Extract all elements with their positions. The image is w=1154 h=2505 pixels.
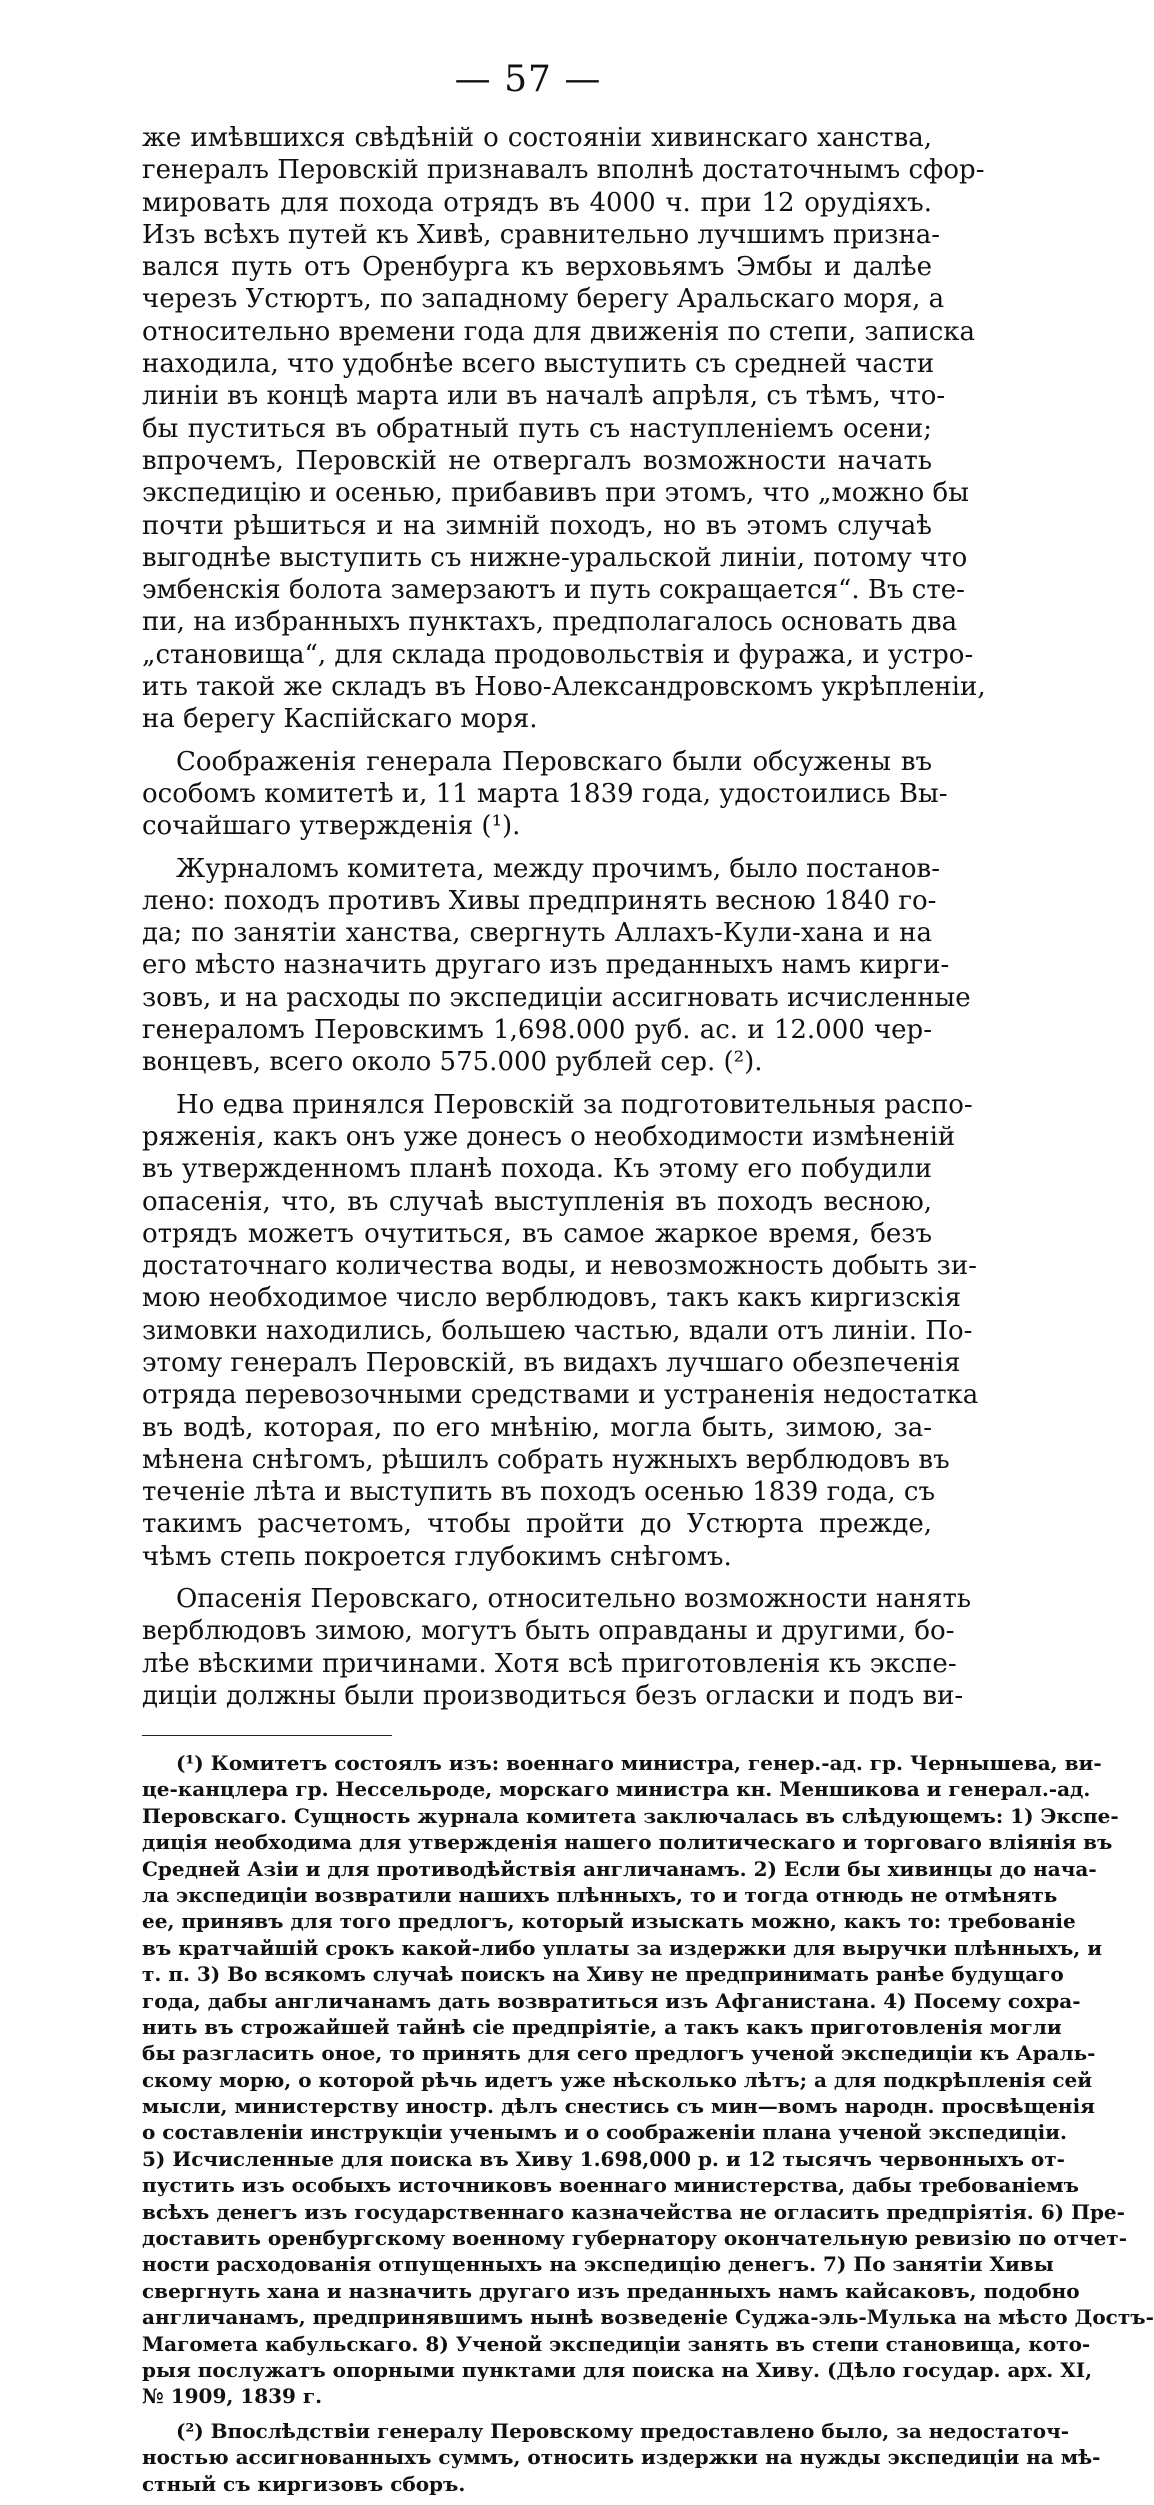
text-line: Соображенія генерала Перовскаго были обсужены въ [176,746,932,777]
footnote-line: въ кратчайшій срокъ какой-либо уплаты за издержки для выручки плѣнныхъ, и [142,1935,1103,1960]
text-line: лено: походъ противъ Хивы предпринять весною 1840 го- [142,885,937,916]
text-line: мировать для похода отрядъ въ 4000 ч. при 12 орудіяхъ. [142,187,932,218]
text-line: зовъ, и на расходы по экспедиціи ассигновать исчисленные [142,982,971,1013]
text-line: ряженія, какъ онъ уже донесъ о необходимости измѣненій [142,1121,956,1152]
text-line: Журналомъ комитета, между прочимъ, было постанов- [176,853,940,884]
main-text [142,122,986,1722]
text-line: на берегу Каспійскаго моря. [142,704,538,735]
footnote-line: 5) Исчисленные для поиска въ Хиву 1.698,000 р. и 12 тысячъ червонныхъ от- [142,2146,1065,2171]
footnote-line: (¹) Комитетъ состоялъ изъ: военнаго министра, генер.-ад. гр. Чернышева, ви- [176,1751,1102,1775]
footnote-2 [142,2418,1101,2497]
footnote-line: рыя послужатъ опорными пунктами для поиска на Хиву. (Дѣло государ. арх. XI, [142,2357,1093,2382]
paragraph-1 [142,122,986,736]
text-line: почти рѣшиться и на зимній походъ, но въ этомъ случаѣ [142,510,932,541]
text-line: мою необходимое число верблюдовъ, такъ какъ киргизскія [142,1283,961,1314]
footnote-line: доставить оренбургскому военному губернатору окончательную ревизію по отчет- [142,2226,1127,2251]
text-line: пи, на избранныхъ пунктахъ, предполагалось основать два [142,607,958,638]
text-line: же имѣвшихся свѣдѣній о состояніи хивинскаго ханства, [142,123,932,153]
footnote-line: ее, принявъ для того предлогъ, который изыскать можно, какъ то: требованіе [142,1909,1076,1934]
footnotes [142,1750,1154,2505]
text-line: Изъ всѣхъ путей къ Хивѣ, сравнительно лучшимъ призна- [142,219,941,250]
footnote-line: Средней Азіи и для противодѣйствія англичанамъ. 2) Если бы хивинцы до нача- [142,1856,1097,1881]
footnote-line: диція необходима для утвержденія нашего политическаго и торговаго вліянія въ [142,1830,1113,1855]
text-line: его мѣсто назначить другаго изъ преданныхъ намъ кирги- [142,950,950,981]
footnote-line: свергнуть хана и назначить другаго изъ преданныхъ намъ кайсаковъ, подобно [142,2278,1080,2303]
footnote-line: № 1909, 1839 г. [142,2384,323,2409]
footnote-line: ностью ассигнованныхъ суммъ, относить издержки на нужды экспедиціи на мѣ- [142,2445,1101,2470]
text-line: находила, что удобнѣе всего выступить съ средней части [142,349,935,380]
text-line: диціи должны были производиться безъ огласки и подъ ви- [142,1680,964,1711]
text-line: этому генералъ Перовскій, въ видахъ лучшаго обезпеченія [142,1347,961,1378]
footnote-line: (²) Впослѣдствіи генералу Перовскому предоставлено было, за недостаточ- [176,2418,1070,2443]
footnote-line: Магомета кабульскаго. 8) Ученой экспедиціи занять въ степи становища, кото- [142,2331,1091,2356]
text-line: отряда перевозочными средствами и устраненія недостатка [142,1380,979,1411]
footnote-line: скому морю, о которой рѣчь идетъ уже нѣсколько лѣтъ; а для подкрѣпленія сей [142,2067,1093,2092]
footnote-line: це-канцлера гр. Нессельроде, морскаго министра кн. Меншикова и генерал.-ад. [142,1777,1091,1802]
text-line: эмбенскія болота замерзаютъ и путь сокращается“. Въ сте- [142,575,965,606]
paragraph-5 [142,1583,972,1712]
text-line: зимовки находились, большею частью, вдали отъ линіи. По- [142,1315,973,1346]
footnote-line: пустить изъ особыхъ источниковъ военнаго министерства, дабы требованіемъ [142,2173,1080,2198]
footnote-line: года, дабы англичанамъ дать возвратиться изъ Афганистана. 4) Посему сохра- [142,1988,1081,2013]
text-line: верблюдовъ зимою, могутъ быть оправданы и другими, бо- [142,1616,955,1647]
text-line: мѣнена снѣгомъ, рѣшилъ собрать нужныхъ верблюдовъ въ [142,1444,950,1475]
footnote-line: бы разгласить оное, то принять для сего предлогъ ученой экспедиціи къ Араль- [142,2041,1096,2066]
text-line: бы пуститься въ обратный путь съ наступленіемъ осени; [142,413,932,444]
footnote-line: всѣхъ денегъ изъ государственнаго казначейства не огласить предпріятія. 6) Пре- [142,2199,1125,2224]
text-line: линіи въ концѣ марта или въ началѣ апрѣля, съ тѣмъ, что- [142,381,946,412]
text-line: такимъ расчетомъ, чтобы пройти до Устюрта прежде, [142,1509,932,1540]
paragraph-3 [142,853,971,1079]
paragraph-4 [142,1089,979,1573]
footnote-line: мысли, министерству иностр. дѣлъ снестись съ мин—вомъ народн. просвѣщенія [142,2094,1095,2119]
text-line: вался путь отъ Оренбурга къ верховьямъ Эмбы и далѣе [142,252,932,283]
text-line: впрочемъ, Перовскій не отвергалъ возможности начать [142,445,932,476]
text-line: лѣе вѣскими причинами. Хотя всѣ приготовленія къ экспе- [142,1648,957,1679]
text-line: Но едва принялся Перовскій за подготовительныя распо- [176,1089,973,1120]
text-line: да; по занятіи ханства, свергнуть Аллахъ-Кули-хана и на [142,918,932,949]
text-line: Опасенія Перовскаго, относительно возможности нанять [176,1584,972,1615]
text-line: относительно времени года для движенія по степи, записка [142,316,976,347]
page-number: — 57 — [454,59,602,100]
text-line: теченіе лѣта и выступить въ походъ осенью 1839 года, съ [142,1477,936,1508]
footnote-rule [142,1735,392,1736]
footnote-line: ла экспедиціи возвратили нашихъ плѣнныхъ, то и тогда отнюдь не отмѣнять [142,1882,1058,1907]
text-line: особомъ комитетѣ и, 11 марта 1839 года, удостоились Вы- [142,778,948,809]
text-line: экспедицію и осенью, прибавивъ при этомъ, что „можно бы [142,478,969,509]
footnote-line: англичанамъ, предпринявшимъ нынѣ возведеніе Суджа-эль-Мулька на мѣсто Достъ- [142,2305,1154,2330]
text-line: отрядъ можетъ очутиться, въ самое жаркое время, безъ [142,1218,932,1249]
text-line: генералъ Перовскій признавалъ вполнѣ достаточнымъ сфор- [142,155,985,186]
footnote-line: т. п. 3) Во всякомъ случаѣ поискъ на Хиву не предпринимать ранѣе будущаго [142,1962,1064,1987]
text-line: достаточнаго количества воды, и невозможность добыть зи- [142,1251,977,1282]
text-line: сочайшаго утвержденія (¹). [142,811,521,842]
text-line: ить такой же складъ въ Ново-Александровскомъ укрѣпленіи, [142,672,986,703]
paragraph-2 [142,746,948,843]
text-line: чѣмъ степь покроется глубокимъ снѣгомъ. [142,1541,732,1572]
footnote-line: стный съ киргизовъ сборъ. [142,2471,466,2496]
text-line: черезъ Устюртъ, по западному берегу Аральскаго моря, а [142,284,945,315]
footnote-line: Перовскаго. Сущность журнала комитета заключалась въ слѣдующемъ: 1) Экспе- [142,1803,1119,1828]
text-line: въ утвержденномъ планѣ похода. Къ этому его побудили [142,1154,932,1185]
footnote-line: о составленіи инструкціи ученымъ и о соображеніи плана ученой экспедиціи. [142,2120,1067,2145]
footnote-line: ности расходованія отпущенныхъ на экспедицію денегъ. 7) По занятіи Хивы [142,2252,1054,2277]
footnote-1 [142,1750,1154,2410]
text-line: опасенія, что, въ случаѣ выступленія въ походъ весною, [142,1186,932,1217]
text-line: „становища“, для склада продовольствія и фуража, и устро- [142,639,974,670]
text-line: вонцевъ, всего около 575.000 рублей сер. (²). [142,1047,763,1078]
text-line: въ водѣ, которая, по его мнѣнію, могла быть, зимою, за- [142,1412,932,1443]
text-line: генераломъ Перовскимъ 1,698.000 руб. ас. и 12.000 чер- [142,1015,932,1046]
text-line: выгоднѣе выступить съ нижне-уральской линіи, потому что [142,542,968,573]
footnote-line: нить въ строжайшей тайнѣ сіе предпріятіе, а такъ какъ приготовленія могли [142,2014,1062,2039]
